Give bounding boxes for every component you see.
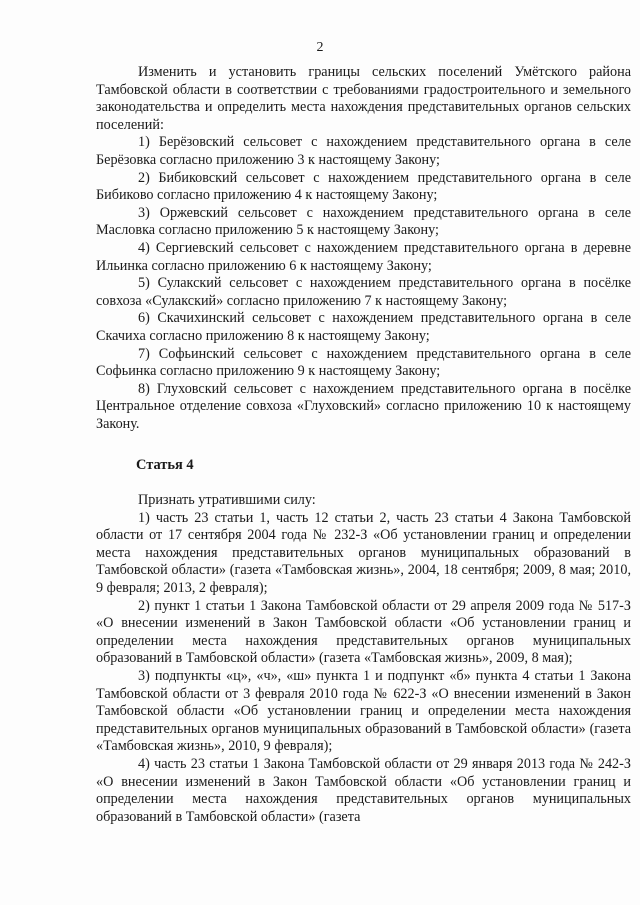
settlement-item: 1) Берёзовский сельсовет с нахождением представительного органа в селе Берёзовка согласно приложению 3 к настоящему Закону;	[96, 134, 631, 168]
repealed-item: 1) часть 23 статьи 1, часть 12 статьи 2, часть 23 статьи 4 Закона Тамбовской области от 17 сентября 2004 года № 232-З «Об установлении границ и определении места нахождения представительных органов муниципальных образований в Тамбовской области» (газета «Тамбовская жизнь», 2004, 18 сентября; 2009, 8 мая; 2010, 9 февраля; 2013, 2 февраля);	[96, 509, 631, 597]
document-body	[96, 64, 631, 826]
article-intro: Признать утратившими силу:	[138, 492, 316, 509]
settlement-item: 5) Сулакский сельсовет с нахождением представительного органа в посёлке совхоза «Сулакский» согласно приложению 7 к настоящему Закону;	[96, 275, 631, 309]
settlement-item: 6) Скачихинский сельсовет с нахождением представительного органа в селе Скачиха согласно приложению 8 к настоящему Закону;	[96, 310, 631, 344]
intro-paragraph: Изменить и установить границы сельских поселений Умётского района Тамбовской области в соответствии с требованиями градостроительного и земельного законодательства и определить места нахождения представительных органов сельских поселений:	[96, 64, 631, 133]
settlement-item: 3) Оржевский сельсовет с нахождением представительного органа в селе Масловка согласно приложению 5 к настоящему Закону;	[96, 204, 631, 239]
repealed-item: 2) пункт 1 статьи 1 Закона Тамбовской области от 29 апреля 2009 года № 517-З «О внесении изменений в Закон Тамбовской области «Об установлении границ и определении места нахождения представительных органов муниципальных образований в Тамбовской области» (газета «Тамбовская жизнь», 2009, 8 мая);	[96, 597, 631, 667]
repealed-item: 4) часть 23 статьи 1 Закона Тамбовской области от 29 января 2013 года № 242-З «О внесении изменений в Закон Тамбовской области «Об установлении границ и определении места нахождения представительных органов муниципальных образований в Тамбовской области» (газета	[96, 755, 631, 825]
settlement-item: 4) Сергиевский сельсовет с нахождением представительного органа в деревне Ильинка согласно приложению 6 к настоящему Закону;	[96, 239, 631, 274]
settlement-item: 2) Бибиковский сельсовет с нахождением представительного органа в селе Бибиково согласно приложению 4 к настоящему Закону;	[96, 169, 631, 204]
section-spacer	[96, 433, 631, 457]
repealed-item: 3) подпункты «ц», «ч», «ш» пункта 1 и подпункт «б» пункта 4 статьи 1 Закона Тамбовской области от 3 февраля 2010 года № 622-З «О внесении изменений в Закон Тамбовской области «Об установлении границ и определении места нахождения представительных органов муниципальных образований в Тамбовской области» (газета «Тамбовская жизнь», 2010, 9 февраля);	[96, 668, 631, 755]
settlement-item: 8) Глуховский сельсовет с нахождением представительного органа в посёлке Центральное отделение совхоза «Глуховский» согласно приложению 10 к настоящему Закону.	[96, 380, 631, 432]
article-heading: Статья 4	[136, 457, 194, 474]
settlement-item: 7) Софьинский сельсовет с нахождением представительного органа в селе Софьинка согласно приложению 9 к настоящему Закону;	[96, 345, 631, 380]
page-number: 2	[316, 40, 324, 55]
